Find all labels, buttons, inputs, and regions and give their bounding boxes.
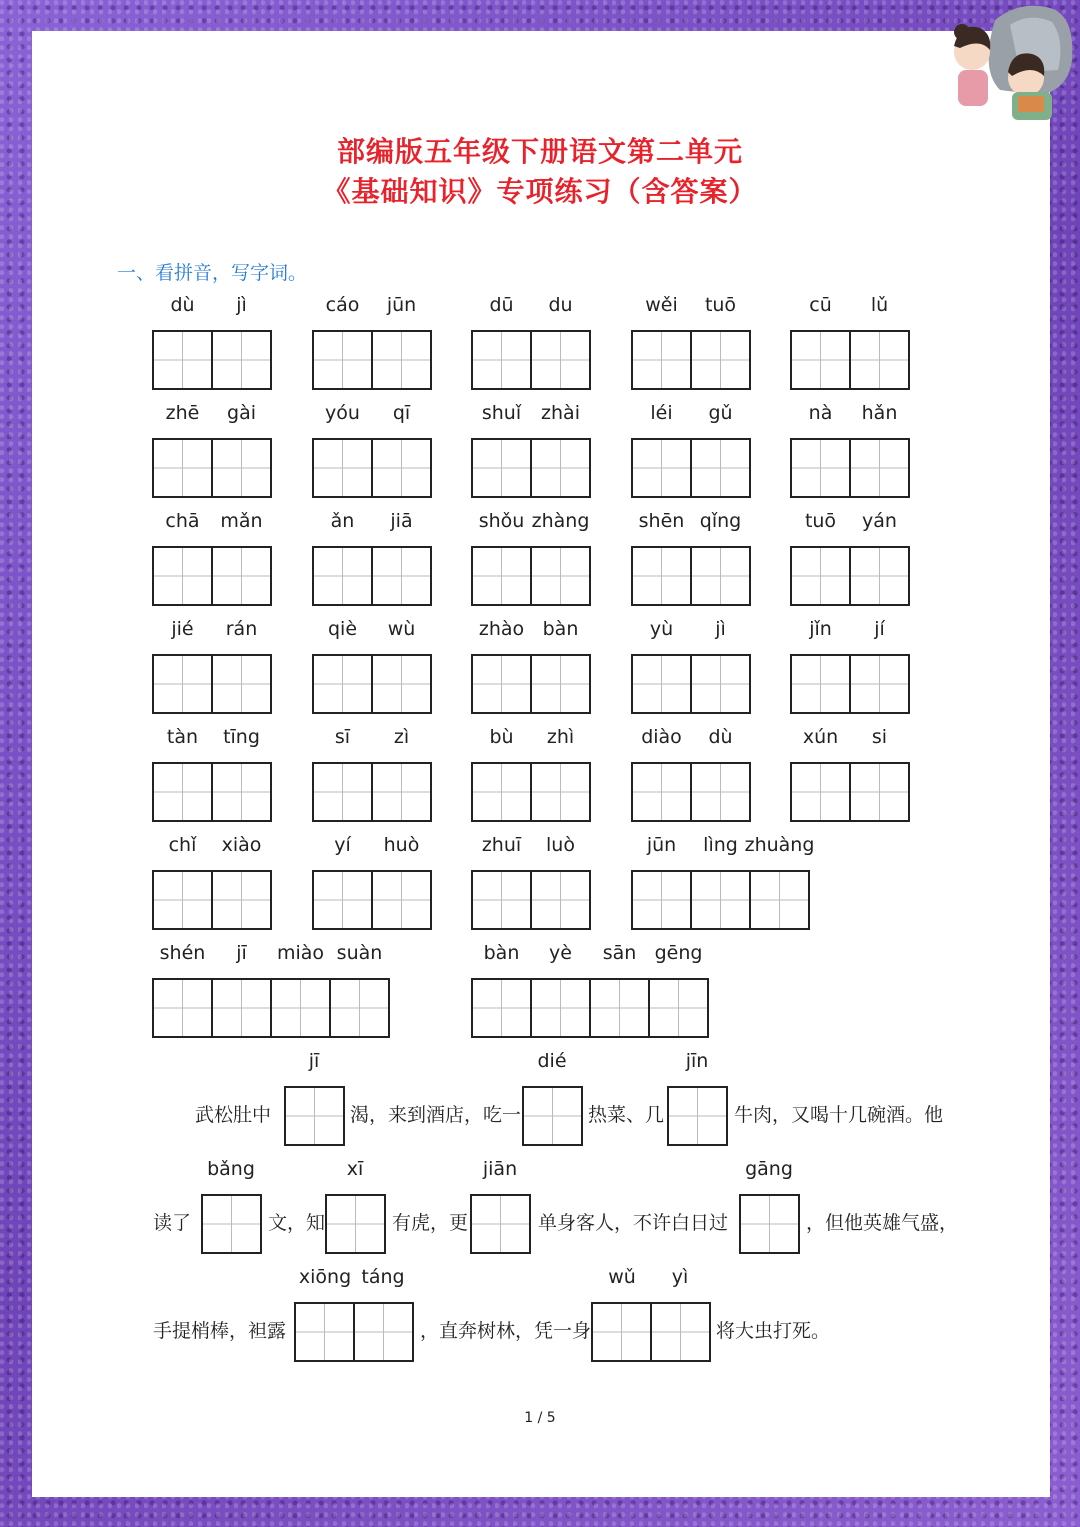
passage-writing-box[interactable] bbox=[284, 1086, 345, 1146]
writing-cell[interactable] bbox=[154, 656, 213, 712]
writing-cell[interactable] bbox=[692, 872, 751, 928]
writing-cell[interactable] bbox=[851, 548, 908, 604]
pinyin-label: ǎn bbox=[330, 510, 355, 532]
pinyin-label: shǒu bbox=[478, 510, 525, 532]
pinyin-label: wù bbox=[387, 618, 416, 640]
pinyin-label: yì bbox=[671, 1266, 689, 1288]
writing-cell[interactable] bbox=[314, 764, 373, 820]
pinyin-label: miào bbox=[276, 942, 325, 964]
passage-text: 将大虫打死。 bbox=[716, 1320, 831, 1342]
writing-cell[interactable] bbox=[272, 980, 331, 1036]
pinyin-label: yù bbox=[649, 618, 674, 640]
writing-cell[interactable] bbox=[213, 764, 270, 820]
writing-cell[interactable] bbox=[286, 1088, 343, 1144]
pinyin-label: jūn bbox=[386, 294, 417, 316]
pinyin-label: jī bbox=[308, 1050, 320, 1072]
pinyin-label: qiè bbox=[327, 618, 358, 640]
pinyin-label: qǐng bbox=[699, 510, 742, 532]
writing-cell[interactable] bbox=[213, 548, 270, 604]
word-writing-box[interactable] bbox=[152, 870, 272, 930]
passage-writing-box[interactable] bbox=[470, 1194, 531, 1254]
writing-cell[interactable] bbox=[213, 656, 270, 712]
pinyin-label: gēng bbox=[654, 942, 703, 964]
passage-text: 有虎，更 bbox=[392, 1212, 469, 1234]
pinyin-label: wěi bbox=[645, 294, 678, 316]
pinyin-label: luò bbox=[546, 834, 575, 856]
passage-writing-box[interactable] bbox=[522, 1086, 583, 1146]
word-writing-box[interactable] bbox=[312, 438, 432, 498]
writing-cell[interactable] bbox=[692, 656, 749, 712]
writing-cell[interactable] bbox=[851, 764, 908, 820]
pinyin-label: zhì bbox=[546, 726, 575, 748]
pinyin-label: huò bbox=[383, 834, 420, 856]
pinyin-label: jiān bbox=[482, 1158, 518, 1180]
pinyin-label: jīn bbox=[685, 1050, 709, 1072]
word-writing-box[interactable] bbox=[152, 438, 272, 498]
writing-cell[interactable] bbox=[314, 872, 373, 928]
writing-cell[interactable] bbox=[532, 872, 589, 928]
word-writing-box[interactable] bbox=[790, 330, 910, 390]
pinyin-label: cū bbox=[809, 294, 832, 316]
writing-cell[interactable] bbox=[327, 1196, 384, 1252]
pinyin-label: sān bbox=[602, 942, 637, 964]
writing-cell[interactable] bbox=[473, 872, 532, 928]
writing-cell[interactable] bbox=[792, 440, 851, 496]
idiom-writing-box[interactable] bbox=[471, 978, 709, 1038]
pinyin-label: xī bbox=[346, 1158, 364, 1180]
word-writing-box[interactable] bbox=[631, 546, 751, 606]
reading-children-illustration bbox=[940, 0, 1080, 130]
pinyin-label: dū bbox=[489, 294, 514, 316]
word-writing-box[interactable] bbox=[631, 330, 751, 390]
pinyin-label: dù bbox=[708, 726, 733, 748]
pinyin-label: jiā bbox=[390, 510, 413, 532]
pinyin-label: bàn bbox=[542, 618, 579, 640]
passage-writing-box[interactable] bbox=[201, 1194, 262, 1254]
pinyin-label: si bbox=[871, 726, 888, 748]
writing-cell[interactable] bbox=[373, 440, 430, 496]
writing-cell[interactable] bbox=[741, 1196, 798, 1252]
pinyin-label: du bbox=[548, 294, 573, 316]
writing-cell[interactable] bbox=[373, 656, 430, 712]
pinyin-label: chǐ bbox=[168, 834, 197, 856]
pinyin-label: qī bbox=[392, 402, 411, 424]
writing-cell[interactable] bbox=[331, 980, 388, 1036]
pinyin-label: bàn bbox=[483, 942, 520, 964]
pinyin-label: yán bbox=[862, 510, 897, 532]
pinyin-label: chā bbox=[165, 510, 200, 532]
pinyin-label: zhào bbox=[478, 618, 525, 640]
writing-cell[interactable] bbox=[154, 440, 213, 496]
writing-cell[interactable] bbox=[593, 1304, 652, 1360]
pinyin-label: dié bbox=[537, 1050, 567, 1072]
writing-cell[interactable] bbox=[532, 440, 589, 496]
writing-cell[interactable] bbox=[154, 548, 213, 604]
word-writing-box[interactable] bbox=[312, 546, 432, 606]
writing-cell[interactable] bbox=[314, 440, 373, 496]
pinyin-label: tàn bbox=[166, 726, 199, 748]
writing-cell[interactable] bbox=[692, 548, 749, 604]
pinyin-label: jí bbox=[874, 618, 885, 640]
pinyin-label: jì bbox=[715, 618, 726, 640]
pinyin-label: zhàng bbox=[531, 510, 590, 532]
writing-cell[interactable] bbox=[213, 980, 272, 1036]
pinyin-label: tuō bbox=[804, 510, 837, 532]
passage-text: ，直奔树林，凭一身 bbox=[420, 1320, 592, 1342]
writing-cell[interactable] bbox=[154, 764, 213, 820]
pinyin-label: yè bbox=[549, 942, 572, 964]
pinyin-label: sī bbox=[334, 726, 351, 748]
writing-cell[interactable] bbox=[154, 980, 213, 1036]
pinyin-label: yóu bbox=[325, 402, 360, 424]
passage-writing-box[interactable] bbox=[667, 1086, 728, 1146]
word-writing-box[interactable] bbox=[471, 654, 591, 714]
passage-writing-box[interactable] bbox=[591, 1302, 711, 1362]
pinyin-label: lǔ bbox=[870, 294, 889, 316]
writing-cell[interactable] bbox=[154, 872, 213, 928]
word-writing-box[interactable] bbox=[790, 762, 910, 822]
writing-cell[interactable] bbox=[633, 872, 692, 928]
writing-cell[interactable] bbox=[472, 1196, 529, 1252]
passage-text: 热菜、几 bbox=[588, 1104, 665, 1126]
pinyin-label: zhē bbox=[165, 402, 200, 424]
pinyin-label: shén bbox=[159, 942, 206, 964]
writing-cell[interactable] bbox=[203, 1196, 260, 1252]
pinyin-label: cáo bbox=[325, 294, 360, 316]
passage-writing-box[interactable] bbox=[294, 1302, 414, 1362]
pinyin-label: mǎn bbox=[220, 510, 263, 532]
writing-cell[interactable] bbox=[314, 548, 373, 604]
pinyin-label: gāng bbox=[745, 1158, 793, 1180]
passage-text: ，但他英雄气盛， bbox=[806, 1212, 959, 1234]
section-heading: 一、看拼音，写字词。 bbox=[117, 262, 308, 284]
writing-cell[interactable] bbox=[532, 656, 589, 712]
writing-cell[interactable] bbox=[650, 980, 707, 1036]
pinyin-label: zhuàng bbox=[744, 834, 815, 856]
pinyin-label: xiōng bbox=[298, 1266, 352, 1288]
pinyin-label: tuō bbox=[704, 294, 737, 316]
passage-text: 读了 bbox=[153, 1212, 192, 1234]
passage-text: 文，知 bbox=[268, 1212, 326, 1234]
writing-cell[interactable] bbox=[373, 764, 430, 820]
writing-cell[interactable] bbox=[692, 440, 749, 496]
pinyin-label: dù bbox=[170, 294, 195, 316]
writing-cell[interactable] bbox=[296, 1304, 355, 1360]
writing-cell[interactable] bbox=[314, 332, 373, 388]
word-writing-box[interactable] bbox=[152, 762, 272, 822]
writing-cell[interactable] bbox=[792, 764, 851, 820]
pinyin-label: tīng bbox=[223, 726, 260, 748]
writing-cell[interactable] bbox=[473, 332, 532, 388]
pinyin-label: jī bbox=[236, 942, 247, 964]
pinyin-label: jié bbox=[171, 618, 194, 640]
writing-cell[interactable] bbox=[751, 872, 808, 928]
passage-text: 单身客人，不许白日过 bbox=[538, 1212, 729, 1234]
writing-cell[interactable] bbox=[792, 656, 851, 712]
writing-cell[interactable] bbox=[213, 872, 270, 928]
word-writing-box[interactable] bbox=[631, 438, 751, 498]
word-writing-box[interactable] bbox=[471, 762, 591, 822]
word-writing-box[interactable] bbox=[312, 870, 432, 930]
pinyin-label: bǎng bbox=[207, 1158, 255, 1180]
writing-cell[interactable] bbox=[851, 440, 908, 496]
pinyin-label: zhài bbox=[541, 402, 580, 424]
writing-cell[interactable] bbox=[532, 332, 589, 388]
writing-cell[interactable] bbox=[532, 548, 589, 604]
writing-cell[interactable] bbox=[851, 656, 908, 712]
pinyin-label: zhuī bbox=[481, 834, 522, 856]
pinyin-label: jūn bbox=[646, 834, 677, 856]
writing-cell[interactable] bbox=[532, 980, 591, 1036]
writing-cell[interactable] bbox=[314, 656, 373, 712]
pinyin-label: gài bbox=[227, 402, 256, 424]
writing-cell[interactable] bbox=[154, 332, 213, 388]
word-writing-box[interactable] bbox=[312, 330, 432, 390]
word-writing-box[interactable] bbox=[312, 654, 432, 714]
writing-cell[interactable] bbox=[473, 548, 532, 604]
pinyin-label: yí bbox=[334, 834, 351, 856]
writing-cell[interactable] bbox=[473, 764, 532, 820]
worksheet-title-line2: 《基础知识》专项练习（含答案） bbox=[322, 175, 758, 208]
writing-cell[interactable] bbox=[851, 332, 908, 388]
pinyin-label: bù bbox=[489, 726, 514, 748]
writing-cell[interactable] bbox=[373, 548, 430, 604]
word-writing-box[interactable] bbox=[471, 546, 591, 606]
writing-cell[interactable] bbox=[633, 656, 692, 712]
writing-cell[interactable] bbox=[633, 764, 692, 820]
passage-text: 武松肚中 bbox=[195, 1104, 272, 1126]
pinyin-label: shēn bbox=[638, 510, 685, 532]
pinyin-label: gǔ bbox=[708, 402, 733, 424]
page-number: 1 / 5 bbox=[524, 1410, 556, 1426]
word-writing-box[interactable] bbox=[152, 330, 272, 390]
pinyin-label: suàn bbox=[336, 942, 383, 964]
word-writing-box[interactable] bbox=[152, 654, 272, 714]
pinyin-label: shuǐ bbox=[481, 402, 522, 424]
writing-cell[interactable] bbox=[213, 440, 270, 496]
idiom-writing-box[interactable] bbox=[152, 978, 390, 1038]
word-writing-box[interactable] bbox=[631, 762, 751, 822]
worksheet-title-line1: 部编版五年级下册语文第二单元 bbox=[336, 135, 743, 168]
writing-cell[interactable] bbox=[473, 656, 532, 712]
word-writing-box[interactable] bbox=[631, 870, 810, 930]
word-writing-box[interactable] bbox=[631, 654, 751, 714]
writing-cell[interactable] bbox=[633, 440, 692, 496]
word-writing-box[interactable] bbox=[471, 870, 591, 930]
writing-cell[interactable] bbox=[532, 764, 589, 820]
writing-cell[interactable] bbox=[692, 332, 749, 388]
writing-cell[interactable] bbox=[355, 1304, 412, 1360]
passage-text: 渴，来到酒店，吃一 bbox=[350, 1104, 522, 1126]
pinyin-label: hǎn bbox=[861, 402, 898, 424]
pinyin-label: léi bbox=[650, 402, 673, 424]
word-writing-box[interactable] bbox=[312, 762, 432, 822]
writing-cell[interactable] bbox=[669, 1088, 726, 1144]
writing-cell[interactable] bbox=[373, 872, 430, 928]
writing-cell[interactable] bbox=[652, 1304, 709, 1360]
pinyin-label: nà bbox=[808, 402, 833, 424]
writing-cell[interactable] bbox=[792, 332, 851, 388]
pinyin-label: zì bbox=[393, 726, 410, 748]
pinyin-label: jì bbox=[236, 294, 247, 316]
pinyin-label: jǐn bbox=[809, 618, 832, 640]
passage-text: 手提梢棒，袒露 bbox=[153, 1320, 287, 1342]
writing-cell[interactable] bbox=[591, 980, 650, 1036]
writing-cell[interactable] bbox=[692, 764, 749, 820]
writing-cell[interactable] bbox=[633, 332, 692, 388]
word-writing-box[interactable] bbox=[152, 546, 272, 606]
writing-cell[interactable] bbox=[373, 332, 430, 388]
pinyin-label: rán bbox=[225, 618, 258, 640]
word-writing-box[interactable] bbox=[790, 546, 910, 606]
writing-cell[interactable] bbox=[792, 548, 851, 604]
writing-cell[interactable] bbox=[524, 1088, 581, 1144]
writing-cell[interactable] bbox=[213, 332, 270, 388]
word-writing-box[interactable] bbox=[790, 438, 910, 498]
pinyin-label: xiào bbox=[221, 834, 262, 856]
writing-cell[interactable] bbox=[473, 980, 532, 1036]
word-writing-box[interactable] bbox=[471, 330, 591, 390]
pinyin-label: diào bbox=[641, 726, 682, 748]
pinyin-label: xún bbox=[802, 726, 839, 748]
word-writing-box[interactable] bbox=[471, 438, 591, 498]
pinyin-label: lìng bbox=[703, 834, 738, 856]
writing-cell[interactable] bbox=[633, 548, 692, 604]
passage-writing-box[interactable] bbox=[739, 1194, 800, 1254]
passage-writing-box[interactable] bbox=[325, 1194, 386, 1254]
writing-cell[interactable] bbox=[473, 440, 532, 496]
pinyin-label: wǔ bbox=[608, 1266, 636, 1288]
pinyin-label: táng bbox=[361, 1266, 405, 1288]
passage-text: 牛肉，又喝十几碗酒。他 bbox=[734, 1104, 944, 1126]
word-writing-box[interactable] bbox=[790, 654, 910, 714]
